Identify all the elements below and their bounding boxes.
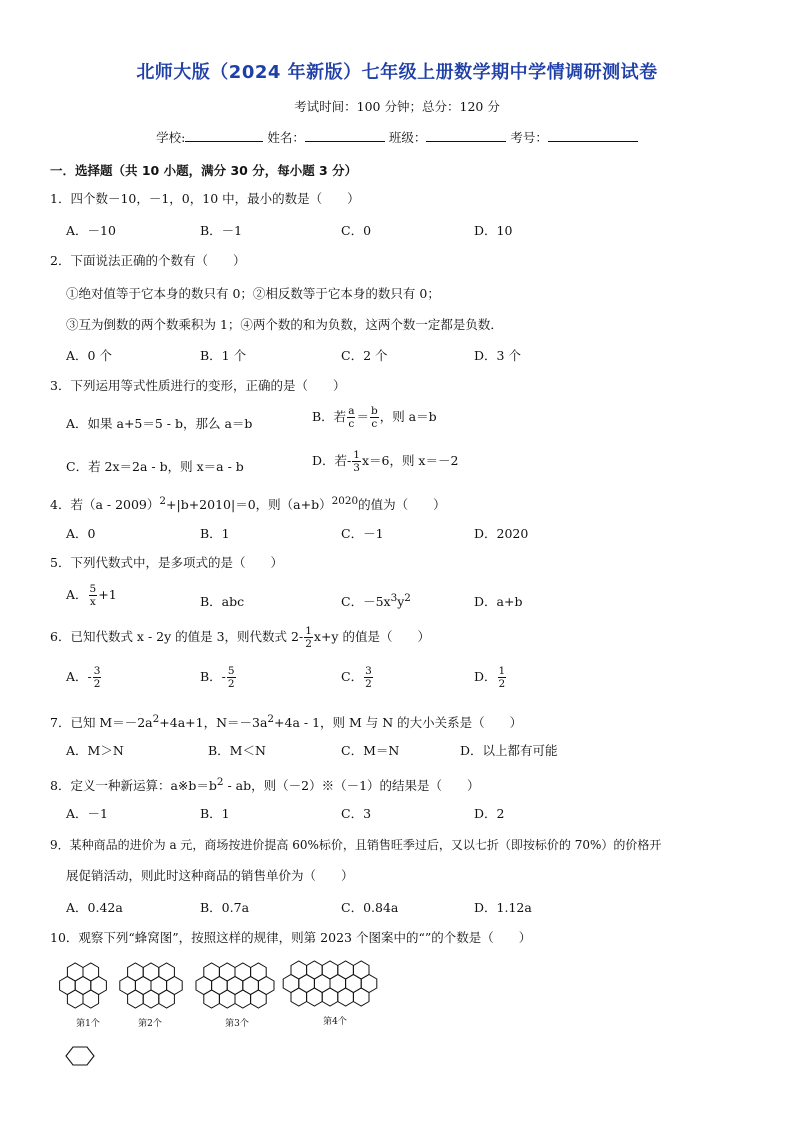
q8-stem-a: 8．定义一种新运算：a※b＝b <box>50 778 217 794</box>
honeycomb-cell <box>251 990 267 1008</box>
fraction-numerator: 3 <box>93 665 101 677</box>
honeycomb-cell <box>159 990 175 1008</box>
number-blank[interactable] <box>548 129 638 142</box>
q8-option-b: B．1 <box>200 806 230 821</box>
fraction-numerator: 3 <box>365 665 372 677</box>
q3-option-b <box>312 405 437 430</box>
q4-option-a: A．0 <box>66 526 96 541</box>
q2-option-a: A．0 个 <box>66 348 112 363</box>
q4-stem-a: 4．若（a - 2009） <box>50 497 160 513</box>
fraction-denominator: x <box>89 596 96 608</box>
question-9-line-2: 展促销活动，则此时这种商品的销售单价为（ ） <box>66 868 354 883</box>
q2-statements-2: ③互为倒数的两个数乘积为 1；④两个数的和为负数，这两个数一定都是负数． <box>66 317 503 332</box>
q9-option-a: A．0.42a <box>66 900 123 915</box>
fraction <box>364 665 373 690</box>
honeycomb-cell <box>235 990 251 1008</box>
q6-option-b-label: B．- <box>200 669 226 684</box>
q5-option-c-exp-2: 2 <box>404 592 411 604</box>
hexagon-icon <box>64 1046 96 1066</box>
q2-statements-1: ①绝对值等于它本身的数只有 0；②相反数等于它本身的数只有 0； <box>66 286 440 301</box>
q3-option-d-suffix: x＝6，则 x＝－2 <box>361 453 459 468</box>
q5-option-c-mid: y <box>397 594 405 610</box>
q4-option-b: B．1 <box>200 526 230 541</box>
q6-option-a <box>66 665 102 690</box>
q6-stem-prefix: 6．已知代数式 x - 2y 的值是 3，则代数式 2- <box>50 629 304 644</box>
figure-4-caption: 第4个 <box>323 1017 347 1027</box>
honeycomb-cell <box>338 988 354 1006</box>
q5-option-a-suffix: +1 <box>98 587 117 602</box>
fraction-numerator: 5 <box>89 583 97 595</box>
question-10-stem: 10．观察下列“蜂窝图”，按照这样的规律，则第 2023 个图案中的“”的个数是（ ） <box>50 930 532 945</box>
section-title: 一．选择题（共 10 小题，满分 30 分，每小题 3 分） <box>50 163 358 178</box>
question-9-line-1: 9．某种商品的进价为 a 元，商场按进价提高 60%标价，且销售旺季过后，又以七折（即按标价的 70%）的价格开 <box>50 838 662 852</box>
q7-option-b: B．M＜N <box>208 743 266 758</box>
figure-1-caption: 第1个 <box>76 1019 100 1029</box>
q6-option-b <box>200 665 237 690</box>
fraction <box>93 665 102 690</box>
q7-exponent-2: 2 <box>267 713 275 725</box>
fraction-denominator: 2 <box>305 638 312 650</box>
q3-option-c: C．若 2x＝2a - b，则 x＝a - b <box>66 459 244 474</box>
q3-option-b-prefix: B．若 <box>312 409 347 424</box>
q6-option-c <box>341 665 374 690</box>
fraction <box>227 665 236 690</box>
question-1-stem: 1．四个数－10，－1，0，10 中，最小的数是（ ） <box>50 191 360 206</box>
number-label: 考号： <box>510 130 548 145</box>
q2-option-d: D．3 个 <box>474 348 521 363</box>
q1-option-d: D．10 <box>474 223 513 238</box>
q1-option-b: B．－1 <box>200 223 243 238</box>
fraction-numerator: 1 <box>353 449 360 461</box>
q6-option-a-label: A．- <box>66 669 92 684</box>
q9-option-b: B．0.7a <box>200 900 250 915</box>
fraction <box>370 405 379 430</box>
q3-option-b-equals: ＝ <box>356 409 369 424</box>
name-blank[interactable] <box>305 129 385 142</box>
fraction-numerator: a <box>348 405 355 417</box>
fraction-denominator: c <box>371 418 378 430</box>
student-info-row <box>0 128 794 146</box>
question-4-stem <box>50 491 748 515</box>
q3-option-a: A．如果 a+5＝5 - b，那么 a＝b <box>66 416 253 431</box>
fraction-denominator: 3 <box>353 462 360 474</box>
q5-option-c <box>341 592 411 610</box>
question-3-stem: 3．下列运用等式性质进行的变形，正确的是（ ） <box>50 378 346 393</box>
q5-option-c-exp-1: 3 <box>390 592 398 604</box>
fraction-denominator: 2 <box>93 678 101 690</box>
q4-option-c: C．－1 <box>341 526 384 541</box>
honeycomb-cell <box>322 988 338 1006</box>
honeycomb-cell <box>291 988 307 1006</box>
q4-option-d: D．2020 <box>474 526 529 541</box>
fraction-denominator: 2 <box>365 678 372 690</box>
q8-exponent: 2 <box>216 776 224 788</box>
fraction-denominator: c <box>348 418 355 430</box>
fraction <box>89 583 98 608</box>
q6-option-c-label: C． <box>341 669 364 684</box>
q7-stem-c: +4a - 1，则 M 与 N 的大小关系是（ ） <box>274 715 523 731</box>
fraction <box>352 449 361 474</box>
honeycomb-figures <box>0 955 794 1075</box>
q1-option-c: C．0 <box>341 223 372 238</box>
honeycomb-cell <box>83 990 99 1008</box>
q9-option-d: D．1.12a <box>474 900 532 915</box>
fraction-numerator: 1 <box>305 625 312 637</box>
q5-option-d: D．a+b <box>474 594 523 609</box>
class-blank[interactable] <box>426 129 506 142</box>
fraction-numerator: b <box>370 405 378 417</box>
q6-stem-suffix: x+y 的值是（ ） <box>313 629 430 644</box>
fraction <box>498 665 507 690</box>
q2-option-c: C．2 个 <box>341 348 388 363</box>
fraction-denominator: 2 <box>498 678 506 690</box>
q5-option-c-prefix: C．－5x <box>341 594 391 610</box>
honeycomb-cell <box>307 988 323 1006</box>
q7-exponent-1: 2 <box>152 713 160 725</box>
q8-option-d: D．2 <box>474 806 505 821</box>
q9-option-c: C．0.84a <box>341 900 399 915</box>
honeycomb-cell <box>204 990 220 1008</box>
question-8-stem <box>50 772 748 796</box>
q7-stem-a: 7．已知 M＝－2a <box>50 715 153 731</box>
honeycomb-cell <box>219 990 235 1008</box>
honeycomb-cell <box>143 990 159 1008</box>
q1-option-a: A．－10 <box>66 223 116 238</box>
q8-option-a: A．－1 <box>66 806 108 821</box>
name-label: 姓名： <box>267 130 305 145</box>
q8-stem-b: - ab，则（－2）※（－1）的结果是（ ） <box>223 778 480 794</box>
class-label: 班级： <box>388 130 427 145</box>
school-label: 学校: <box>156 130 186 145</box>
exam-info: 考试时间：100 分钟；总分：120 分 <box>294 99 500 114</box>
fraction-numerator: 1 <box>498 665 506 677</box>
q4-exponent-1: 2 <box>159 495 167 507</box>
q4-exponent-2: 2020 <box>331 495 359 507</box>
fraction-numerator: 5 <box>227 665 235 677</box>
fraction <box>304 625 313 650</box>
school-blank[interactable] <box>185 129 263 142</box>
q3-option-b-suffix: ，则 a＝b <box>379 409 437 424</box>
q4-stem-b: +|b+2010|＝0，则（a+b） <box>166 497 332 513</box>
honeycomb-cell <box>128 990 144 1008</box>
figure-3-caption: 第3个 <box>225 1019 249 1029</box>
q4-stem-c: 的值为（ ） <box>358 497 446 513</box>
q3-option-d <box>312 449 458 474</box>
honeycomb-cell <box>353 988 369 1006</box>
honeycomb-cell <box>67 990 83 1008</box>
question-6-stem <box>50 625 748 650</box>
q2-option-b: B．1 个 <box>200 348 247 363</box>
fraction <box>347 405 355 430</box>
q7-option-d: D．以上都有可能 <box>460 743 558 758</box>
q6-option-d <box>474 665 507 690</box>
q8-option-c: C．3 <box>341 806 372 821</box>
q5-option-b: B．abc <box>200 594 245 609</box>
q7-option-a: A．M＞N <box>66 743 124 758</box>
q5-option-a-prefix: A． <box>66 587 88 602</box>
q5-option-a <box>66 583 117 608</box>
q7-stem-b: +4a+1，N＝－3a <box>159 715 268 731</box>
fraction-denominator: 2 <box>227 678 235 690</box>
q6-option-d-label: D． <box>474 669 497 684</box>
question-2-stem: 2．下面说法正确的个数有（ ） <box>50 253 246 268</box>
q3-option-d-prefix: D．若- <box>312 453 352 468</box>
question-5-stem: 5．下列代数式中，是多项式的是（ ） <box>50 555 283 570</box>
question-7-stem <box>50 709 748 733</box>
figure-2-caption: 第2个 <box>138 1019 162 1029</box>
page-title: 北师大版（2024 年新版）七年级上册数学期中学情调研测试卷 <box>136 62 658 83</box>
q7-option-c: C．M＝N <box>341 743 400 758</box>
